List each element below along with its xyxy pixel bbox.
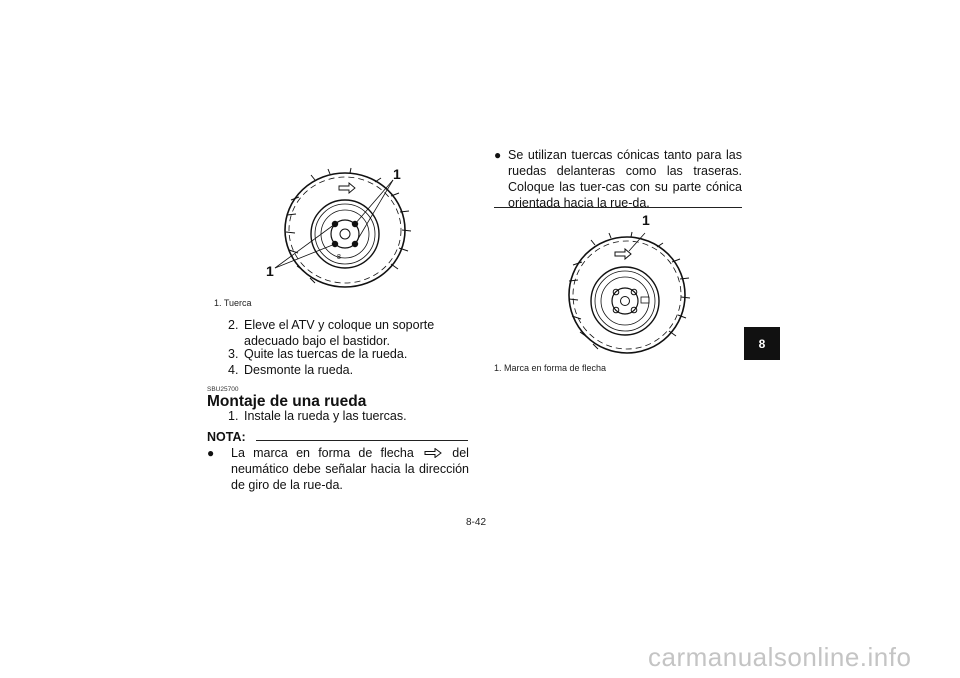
bullet-icon: ● xyxy=(207,446,215,460)
section-divider xyxy=(494,207,742,208)
section-title: Montaje de una rueda xyxy=(207,393,367,410)
step-text: Desmonte la rueda. xyxy=(244,363,354,377)
figure-caption: 1. Tuerca xyxy=(214,298,252,308)
step-text: Eleve el ATV y coloque un soporte adecuado bajo el bastidor. xyxy=(244,318,435,348)
step-number: 3. xyxy=(228,347,239,361)
list-item xyxy=(214,346,474,362)
step-number: 2. xyxy=(228,318,239,332)
step-number: 4. xyxy=(228,363,239,377)
watermark: carmanualsonline.info xyxy=(648,642,912,672)
list-item xyxy=(214,408,474,424)
note-text-end: del neumático debe señalar hacia la dirección de giro de la rue-da. xyxy=(231,446,469,492)
section-code: SBU25700 xyxy=(207,386,239,393)
step-number: 1. xyxy=(228,409,239,423)
info-bullet-text: Se utilizan tuercas cónicas tanto para las ruedas delanteras como las traseras. Coloque las tuer-cas con su parte cónica orientada hacia la rue-da. xyxy=(508,148,742,210)
chapter-tab: 8 xyxy=(744,327,780,360)
page-number: 8-42 xyxy=(466,517,487,528)
step-text: Instale la rueda y las tuercas. xyxy=(244,409,407,423)
wheel-arrow-illustration xyxy=(545,215,705,365)
note-text-start: La marca en forma de flecha xyxy=(231,446,414,460)
note-divider xyxy=(256,440,468,441)
info-bullet xyxy=(494,147,742,211)
note-label: NOTA: xyxy=(207,430,246,444)
arrow-mark-icon xyxy=(424,448,442,458)
note-bullet xyxy=(207,445,469,495)
step-text: Quite las tuercas de la rueda. xyxy=(244,347,408,361)
figure-caption: 1. Marca en forma de flecha xyxy=(494,363,607,373)
callout-label: 1 xyxy=(393,166,401,182)
bullet-icon: ● xyxy=(494,148,502,162)
svg-text:8: 8 xyxy=(337,254,341,261)
callout-label: 1 xyxy=(642,212,650,228)
list-item xyxy=(214,362,474,378)
callout-label: 1 xyxy=(266,263,274,279)
